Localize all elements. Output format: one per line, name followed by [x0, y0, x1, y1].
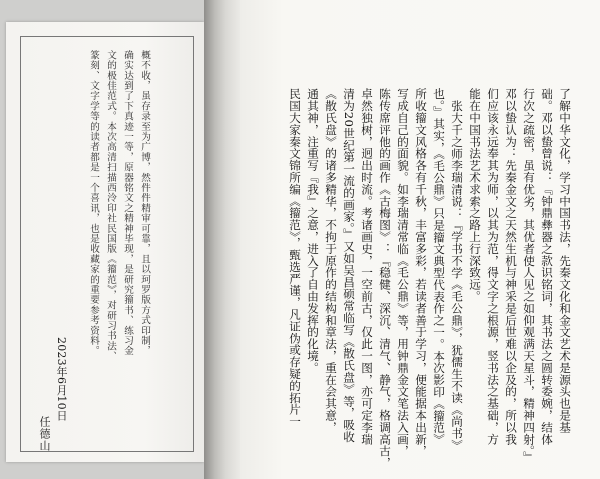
right-text-line-12: 卓然独树，迥出时流。考诸画史，一空前古，仅此一图，亦可定李瑞	[360, 88, 374, 445]
left-text-line-3: 文的极佳范式。本次高清扫描西泠印社民国版《籀范》，对研习书法、	[105, 50, 116, 362]
right-text-line-13: 清为20世纪第一流的画家。』又如吴昌硕常临写《散氏盘》等，吸收	[342, 88, 356, 443]
right-text-line-11: 陈传席评他的画作《古梅图》：『稳健、深沉、清气、静气，格调高古，	[378, 88, 392, 469]
left-text-line-1: 概不收，虽存录至为广博，然件件精审可靠，且以珂罗版方式印制，	[139, 50, 150, 356]
right-text-line-4: 邓以蛰认为：先秦金文之天然生机与神采是后世难以企及的，所以我	[504, 88, 518, 445]
book-gutter	[204, 0, 240, 479]
right-text-line-3: 行次之疏密，虽有优劣，其优者使人见之如仰观满天星斗，精神四射。』	[522, 88, 536, 463]
right-text-line-1: 了解中华文化，学习中国书法，先秦文化和金文艺术是源头也是基	[558, 88, 572, 434]
right-page	[240, 0, 600, 479]
date-line: 2023年6月10日	[55, 337, 68, 421]
signature: 任德山	[38, 416, 51, 452]
right-text-line-5: 们应该永远奉其为师，以其为范，得文字之根源，竖书法之基础，方	[486, 88, 500, 445]
right-text-line-8: 也。』其实，《毛公鼎》只是籀文典型代表作之一。本次影印《籀范》	[432, 88, 446, 446]
right-text-line-15: 通其神，注重写『我』之意，进入了自由发挥的化境。	[306, 88, 320, 374]
left-page	[6, 22, 204, 462]
right-text-line-16: 民国大家秦文锦所编《籀范》，甄选严谨，凡证伪或存疑的拓片一	[288, 88, 302, 428]
right-text-line-10: 写成自己的面貌。如李瑞清常临《毛公鼎》等，用钟鼎金文笔法入画，	[396, 88, 410, 457]
right-text-line-7: 张大千之师李瑞清说：『学书不学《毛公鼎》，犹儒生不读《尚书》	[450, 100, 464, 452]
right-text-line-9: 所收籀文风格各有千秋，丰富多彩，若读者善于学习，便能据本出新，	[414, 88, 428, 457]
left-text-line-2: 确实达到了下真迹一等，原器铭文之精神毕现，是研究籀书、练习金	[122, 50, 133, 356]
right-text-line-14: 《散氏盘》的诸多精华，不拘于原作的结构和章法，重在会其意，	[324, 88, 338, 434]
right-text-line-6: 能在中国书法艺术求索之路上行深致远。	[468, 88, 482, 303]
left-text-line-4: 篆刻、文字学等的读者都是一个喜讯，也是收藏家的重要参考资料。	[88, 50, 99, 356]
right-text-line-2: 础。邓以蛰曾说：『钟鼎彝器之款识铭词，其书法之圆转委婉，结体	[540, 88, 554, 445]
